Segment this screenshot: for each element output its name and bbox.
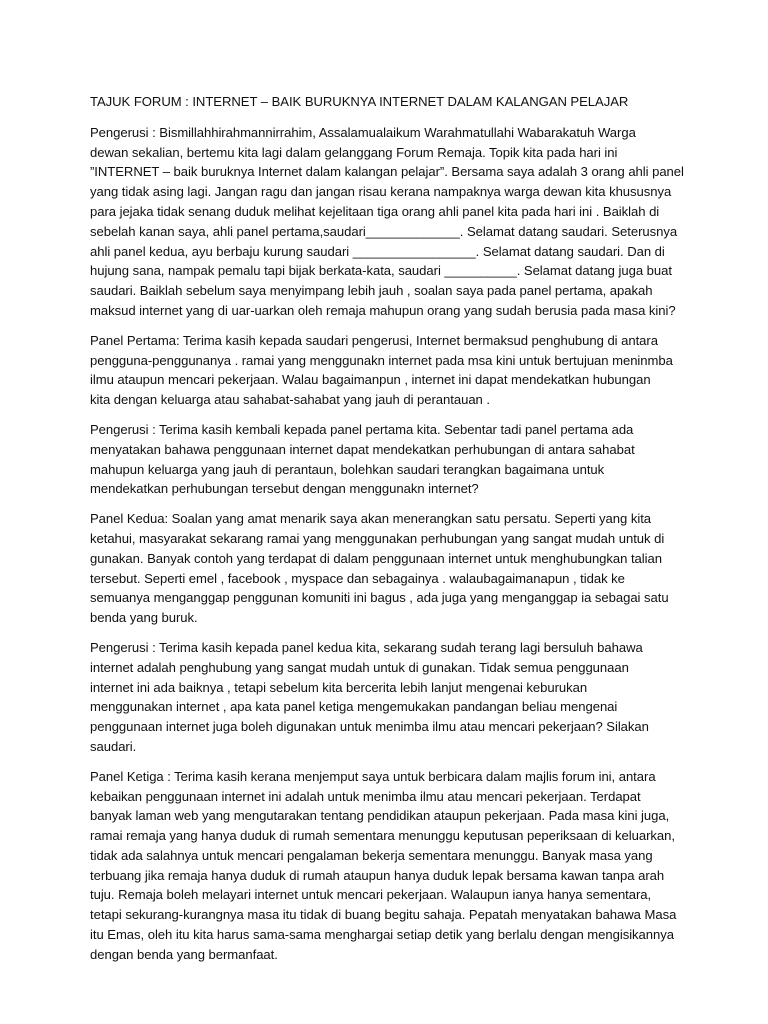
text-line: saudari. Baiklah sebelum saya menyimpang lebih jauh , soalan saya pada panel pertama, apakah xyxy=(90,283,653,299)
text-line: para jejaka tidak senang duduk melihat kejelitaan tiga orang ahli panel kita pada hari ini . Baiklah di xyxy=(90,203,660,219)
text-line: maksud internet yang di uar-uarkan oleh remaja mahupun orang yang sudah berusia pada masa kini? xyxy=(90,302,676,318)
text-line: Panel Pertama: Terima kasih kepada saudari pengerusi, Internet bermaksud penghubung di antara xyxy=(90,332,658,348)
text-line: hujung sana, nampak pemalu tapi bijak berkata-kata, saudari __________. Selamat datang juga buat xyxy=(90,263,672,279)
text-line: tetapi sekurang-kurangnya masa itu tidak di buang begitu sahaja. Pepatah menyatakan bahawa Masa xyxy=(90,907,677,923)
paragraph-panel-pertama xyxy=(90,331,690,410)
text-line: internet ini ada baiknya , tetapi sebelum kita bercerita lebih lanjut mengenai keburukan xyxy=(90,679,588,695)
paragraph-pengerusi-2 xyxy=(90,420,690,499)
text-line: mendekatkan perhubungan tersebut dengan menggunakn internet? xyxy=(90,481,479,497)
text-line: terbuang jika remaja hanya duduk di rumah ataupun hanya duduk lepak bersama kawan tanpa arah xyxy=(90,867,665,883)
paragraph-pengerusi-3 xyxy=(90,638,690,757)
text-line: penggunaan internet juga boleh digunakan untuk menimba ilmu atau mencari pekerjaan? Silakan xyxy=(90,719,649,735)
text-line: kebaikan penggunaan internet ini adalah untuk menimba ilmu atau mencari pekerjaan. Terdapat xyxy=(90,788,641,804)
text-line: itu Emas, oleh itu kita harus sama-sama menghargai setiap detik yang berlalu dengan mengisikannya xyxy=(90,927,674,943)
paragraph-panel-ketiga xyxy=(90,767,690,965)
text-line: dewan sekalian, bertemu kita lagi dalam gelanggang Forum Remaja. Topik kita pada hari ini xyxy=(90,144,618,160)
text-line: yang tidak asing lagi. Jangan ragu dan jangan risau kerana nampaknya warga dewan kita khususnya xyxy=(90,184,672,200)
text-line: benda yang buruk. xyxy=(90,610,198,626)
text-line: Pengerusi : Terima kasih kembali kepada panel pertama kita. Sebentar tadi panel pertama ada xyxy=(90,421,634,437)
text-line: menyatakan bahawa penggunaan internet dapat mendekatkan perhubungan di antara sahabat xyxy=(90,441,635,457)
text-line: mahupun keluarga yang jauh di perantaun, bolehkan saudari terangkan bagaimana untuk xyxy=(90,461,605,477)
text-line: kita dengan keluarga atau sahabat-sahabat yang jauh di perantauan . xyxy=(90,392,490,408)
text-line: Panel Kedua: Soalan yang amat menarik saya akan menerangkan satu persatu. Seperti yang kita xyxy=(90,511,652,527)
text-line: ahli panel kedua, ayu berbaju kurung saudari _________________. Selamat datang saudari. Dan di xyxy=(90,243,665,259)
text-line: semuanya menganggap penggunan komuniti ini bagus , ada juga yang menganggap ia sebagai satu xyxy=(90,590,669,606)
text-line: dengan benda yang bermanfaat. xyxy=(90,946,278,962)
text-line: Panel Ketiga : Terima kasih kerana menjemput saya untuk berbicara dalam majlis forum ini, antara xyxy=(90,768,656,784)
text-line: saudari. xyxy=(90,738,137,754)
text-line: Pengerusi : Terima kasih kepada panel kedua kita, sekarang sudah terang lagi bersuluh bahawa xyxy=(90,639,643,655)
text-line: internet adalah penghubung yang sangat mudah untuk di gunakan. Tidak semua penggunaan xyxy=(90,659,629,675)
paragraph-panel-kedua xyxy=(90,509,690,628)
text-line: tuju. Remaja boleh melayari internet untuk mencari pekerjaan. Walaupun ianya hanya sementara, xyxy=(90,887,652,903)
document-title: TAJUK FORUM : INTERNET – BAIK BURUKNYA INTERNET DALAM KALANGAN PELAJAR xyxy=(90,94,629,109)
text-line: Pengerusi : Bismillahhirahmannirrahim, Assalamualaikum Warahmatullahi Wabarakatuh Warga xyxy=(90,124,636,140)
text-line: ”INTERNET – baik buruknya Internet dalam kalangan pelajar”. Bersama saya adalah 3 orang ahli panel xyxy=(90,164,684,180)
text-line: menggunakan internet , apa kata panel ketiga mengemukakan pandangan beliau mengenai xyxy=(90,699,618,715)
text-line: banyak laman web yang mengutarakan tentang pendidikan ataupun pekerjaan. Pada masa kini juga, xyxy=(90,808,670,824)
text-line: ketahui, masyarakat sekarang ramai yang menggunakan perhubungan yang sangat mudah untuk di xyxy=(90,530,665,546)
text-line: pengguna-penggunanya . ramai yang menggunakn internet pada msa kini untuk bertujuan meninmba xyxy=(90,352,673,368)
text-line: ramai remaja yang hanya duduk di rumah sementara menunggu keputusan peperiksaan di keluarkan, xyxy=(90,828,675,844)
paragraph-pengerusi-intro xyxy=(90,123,690,321)
text-line: tidak ada salahnya untuk mencari pengalaman bekerja sementara menunggu. Banyak masa yang xyxy=(90,847,653,863)
text-line: gunakan. Banyak contoh yang terdapat di dalam penggunaan internet untuk menghubungkan talian xyxy=(90,550,662,566)
text-line: tersebut. Seperti emel , facebook , myspace dan sebagainya . walaubagaimanapun , tidak ke xyxy=(90,570,625,586)
text-line: ilmu ataupun mencari pekerjaan. Walau bagaimanpun , internet ini dapat mendekatkan hubungan xyxy=(90,372,651,388)
text-line: sebelah kanan saya, ahli panel pertama,saudari_____________. Selamat datang saudari. Seterusnya xyxy=(90,223,678,239)
document-page xyxy=(90,92,690,975)
